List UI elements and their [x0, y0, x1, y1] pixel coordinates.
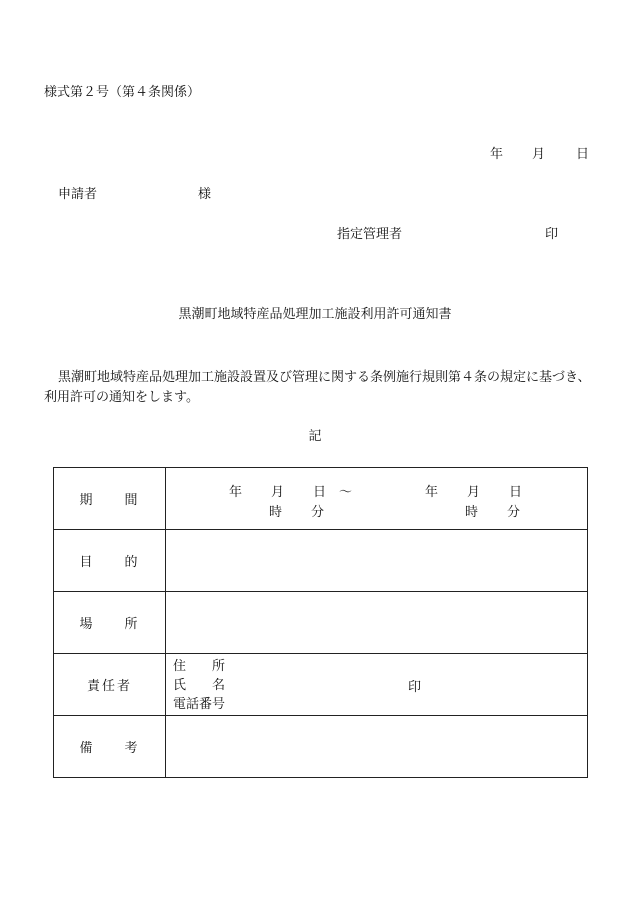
place-label: 場 所	[54, 592, 166, 654]
date-day: 日	[576, 147, 590, 162]
date-year: 年	[490, 147, 504, 162]
responsible-name-label: 氏 名	[173, 678, 226, 693]
period-start-day: 日	[313, 485, 327, 500]
period-start-minute: 分	[311, 505, 325, 520]
record-table	[53, 467, 588, 778]
responsible-seal: 印	[408, 680, 422, 695]
period-end-year: 年	[425, 485, 439, 500]
responsible-row	[54, 654, 588, 716]
responsible-label: 責任者	[54, 654, 166, 716]
manager-label: 指定管理者	[337, 227, 403, 242]
responsible-fields	[173, 657, 225, 714]
manager-line	[337, 227, 559, 243]
period-start-year: 年	[229, 485, 243, 500]
period-cell	[166, 468, 588, 530]
responsible-phone-label: 電話番号	[173, 697, 226, 712]
period-end-month: 月	[467, 485, 481, 500]
period-end-day: 日	[509, 485, 523, 500]
applicant-honorific: 様	[198, 187, 212, 202]
remarks-cell[interactable]	[166, 716, 588, 778]
period-start-hour: 時	[269, 505, 283, 520]
remarks-label: 備 考	[54, 716, 166, 778]
place-row	[54, 592, 588, 654]
responsible-cell	[166, 654, 588, 716]
responsible-address-label: 住 所	[173, 659, 226, 674]
date-month: 月	[532, 147, 546, 162]
period-tilde: 〜	[339, 485, 353, 500]
ki-heading: 記	[308, 429, 322, 444]
period-start-month: 月	[271, 485, 285, 500]
applicant-line	[58, 187, 212, 203]
applicant-label: 申請者	[58, 187, 98, 202]
purpose-label: 目 的	[54, 530, 166, 592]
body-text: 黒潮町地域特産品処理加工施設設置及び管理に関する条例施行規則第４条の規定に基づき、利用許可の通知をします。	[44, 370, 591, 405]
remarks-row	[54, 716, 588, 778]
form-number: 様式第２号（第４条関係）	[44, 85, 201, 100]
issue-date	[490, 147, 590, 163]
period-end-minute: 分	[507, 505, 521, 520]
place-cell[interactable]	[166, 592, 588, 654]
purpose-cell[interactable]	[166, 530, 588, 592]
period-label: 期 間	[54, 468, 166, 530]
manager-seal: 印	[545, 227, 559, 242]
document-title: 黒潮町地域特産品処理加工施設利用許可通知書	[178, 307, 452, 322]
purpose-row	[54, 530, 588, 592]
period-row	[54, 468, 588, 530]
period-end-hour: 時	[465, 505, 479, 520]
